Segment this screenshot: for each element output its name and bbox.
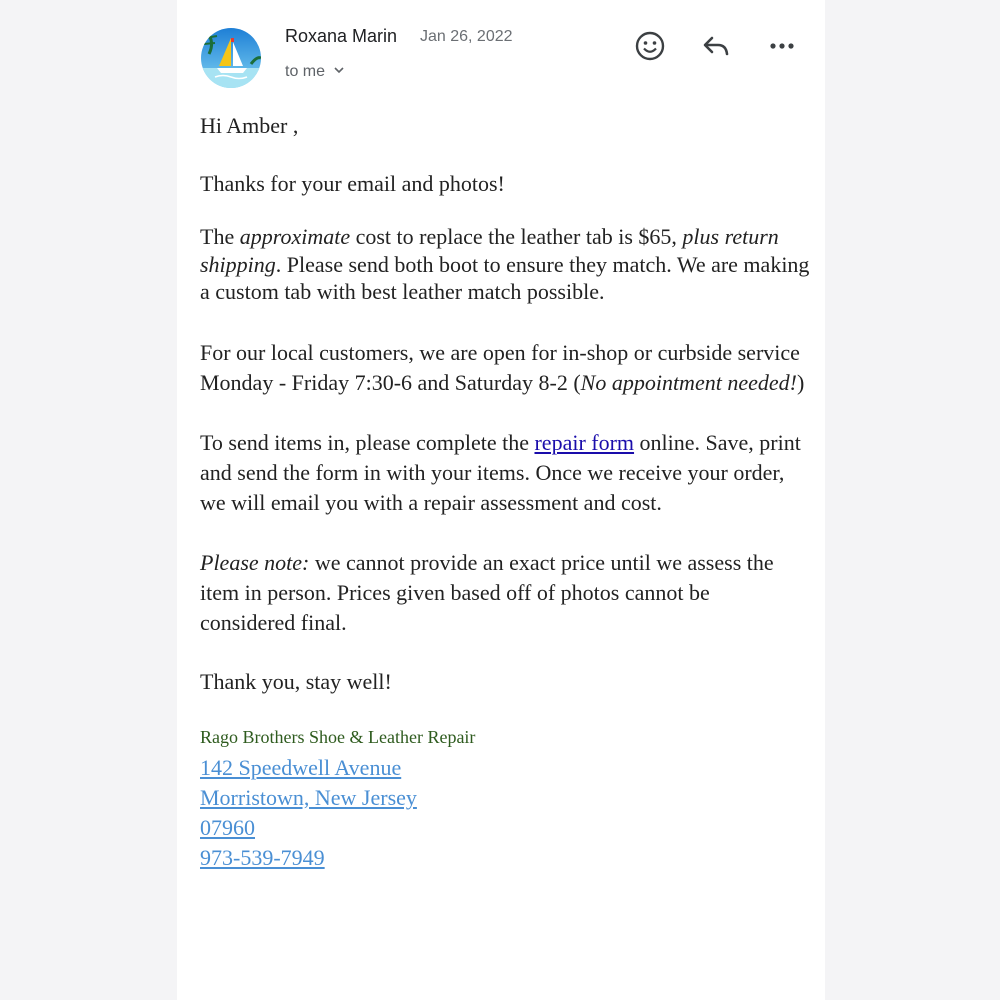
paragraph-repair-form: To send items in, please complete the repair form online. Save, print and send the form in with your items. Once we receive your order, we will email you with a repair assessment and cost. <box>200 429 801 515</box>
sailboat-avatar-image <box>201 28 261 88</box>
reply-icon <box>698 28 734 64</box>
email-header <box>177 0 825 100</box>
address-zip-link[interactable]: 07960 <box>200 815 255 840</box>
paragraph-thanks: Thanks for your email and photos! <box>200 170 505 196</box>
emoji-icon <box>632 28 668 64</box>
sender-name[interactable]: Roxana Marin <box>285 26 398 46</box>
phone-link[interactable]: 973-539-7949 <box>200 845 325 870</box>
more-options-button[interactable] <box>764 28 800 64</box>
emoji-reaction-button[interactable] <box>632 28 668 64</box>
email-date: Jan 26, 2022 <box>420 28 513 45</box>
recipient-toggle[interactable] <box>285 63 345 81</box>
closing-line: Thank you, stay well! <box>200 668 392 694</box>
paragraph-hours: For our local customers, we are open for in-shop or curbside service Monday - Friday 7:30-6 and Saturday 8-2 (No appointment needed!) <box>200 339 805 395</box>
reply-button[interactable] <box>698 28 734 64</box>
address-city-link[interactable]: Morristown, New Jersey <box>200 785 417 810</box>
signature-business-name: Rago Brothers Shoe & Leather Repair <box>200 727 476 747</box>
chevron-down-icon <box>333 63 345 81</box>
sender-avatar[interactable] <box>201 28 261 88</box>
recipient-label: to me <box>285 63 326 81</box>
paragraph-cost: The approximate cost to replace the leather tab is $65, plus return shipping. Please send both boot to ensure they match. We are making a custom tab with best leather match possible. <box>200 224 810 304</box>
more-icon <box>764 28 800 64</box>
paragraph-note: Please note: we cannot provide an exact price until we assess the item in person. Prices given based off of photos cannot be considered final. <box>200 549 774 635</box>
email-body <box>200 112 810 873</box>
repair-form-link[interactable]: repair form <box>534 429 635 455</box>
email-card <box>177 0 825 1000</box>
address-street-link[interactable]: 142 Speedwell Avenue <box>200 755 402 780</box>
greeting: Hi Amber , <box>200 113 299 138</box>
